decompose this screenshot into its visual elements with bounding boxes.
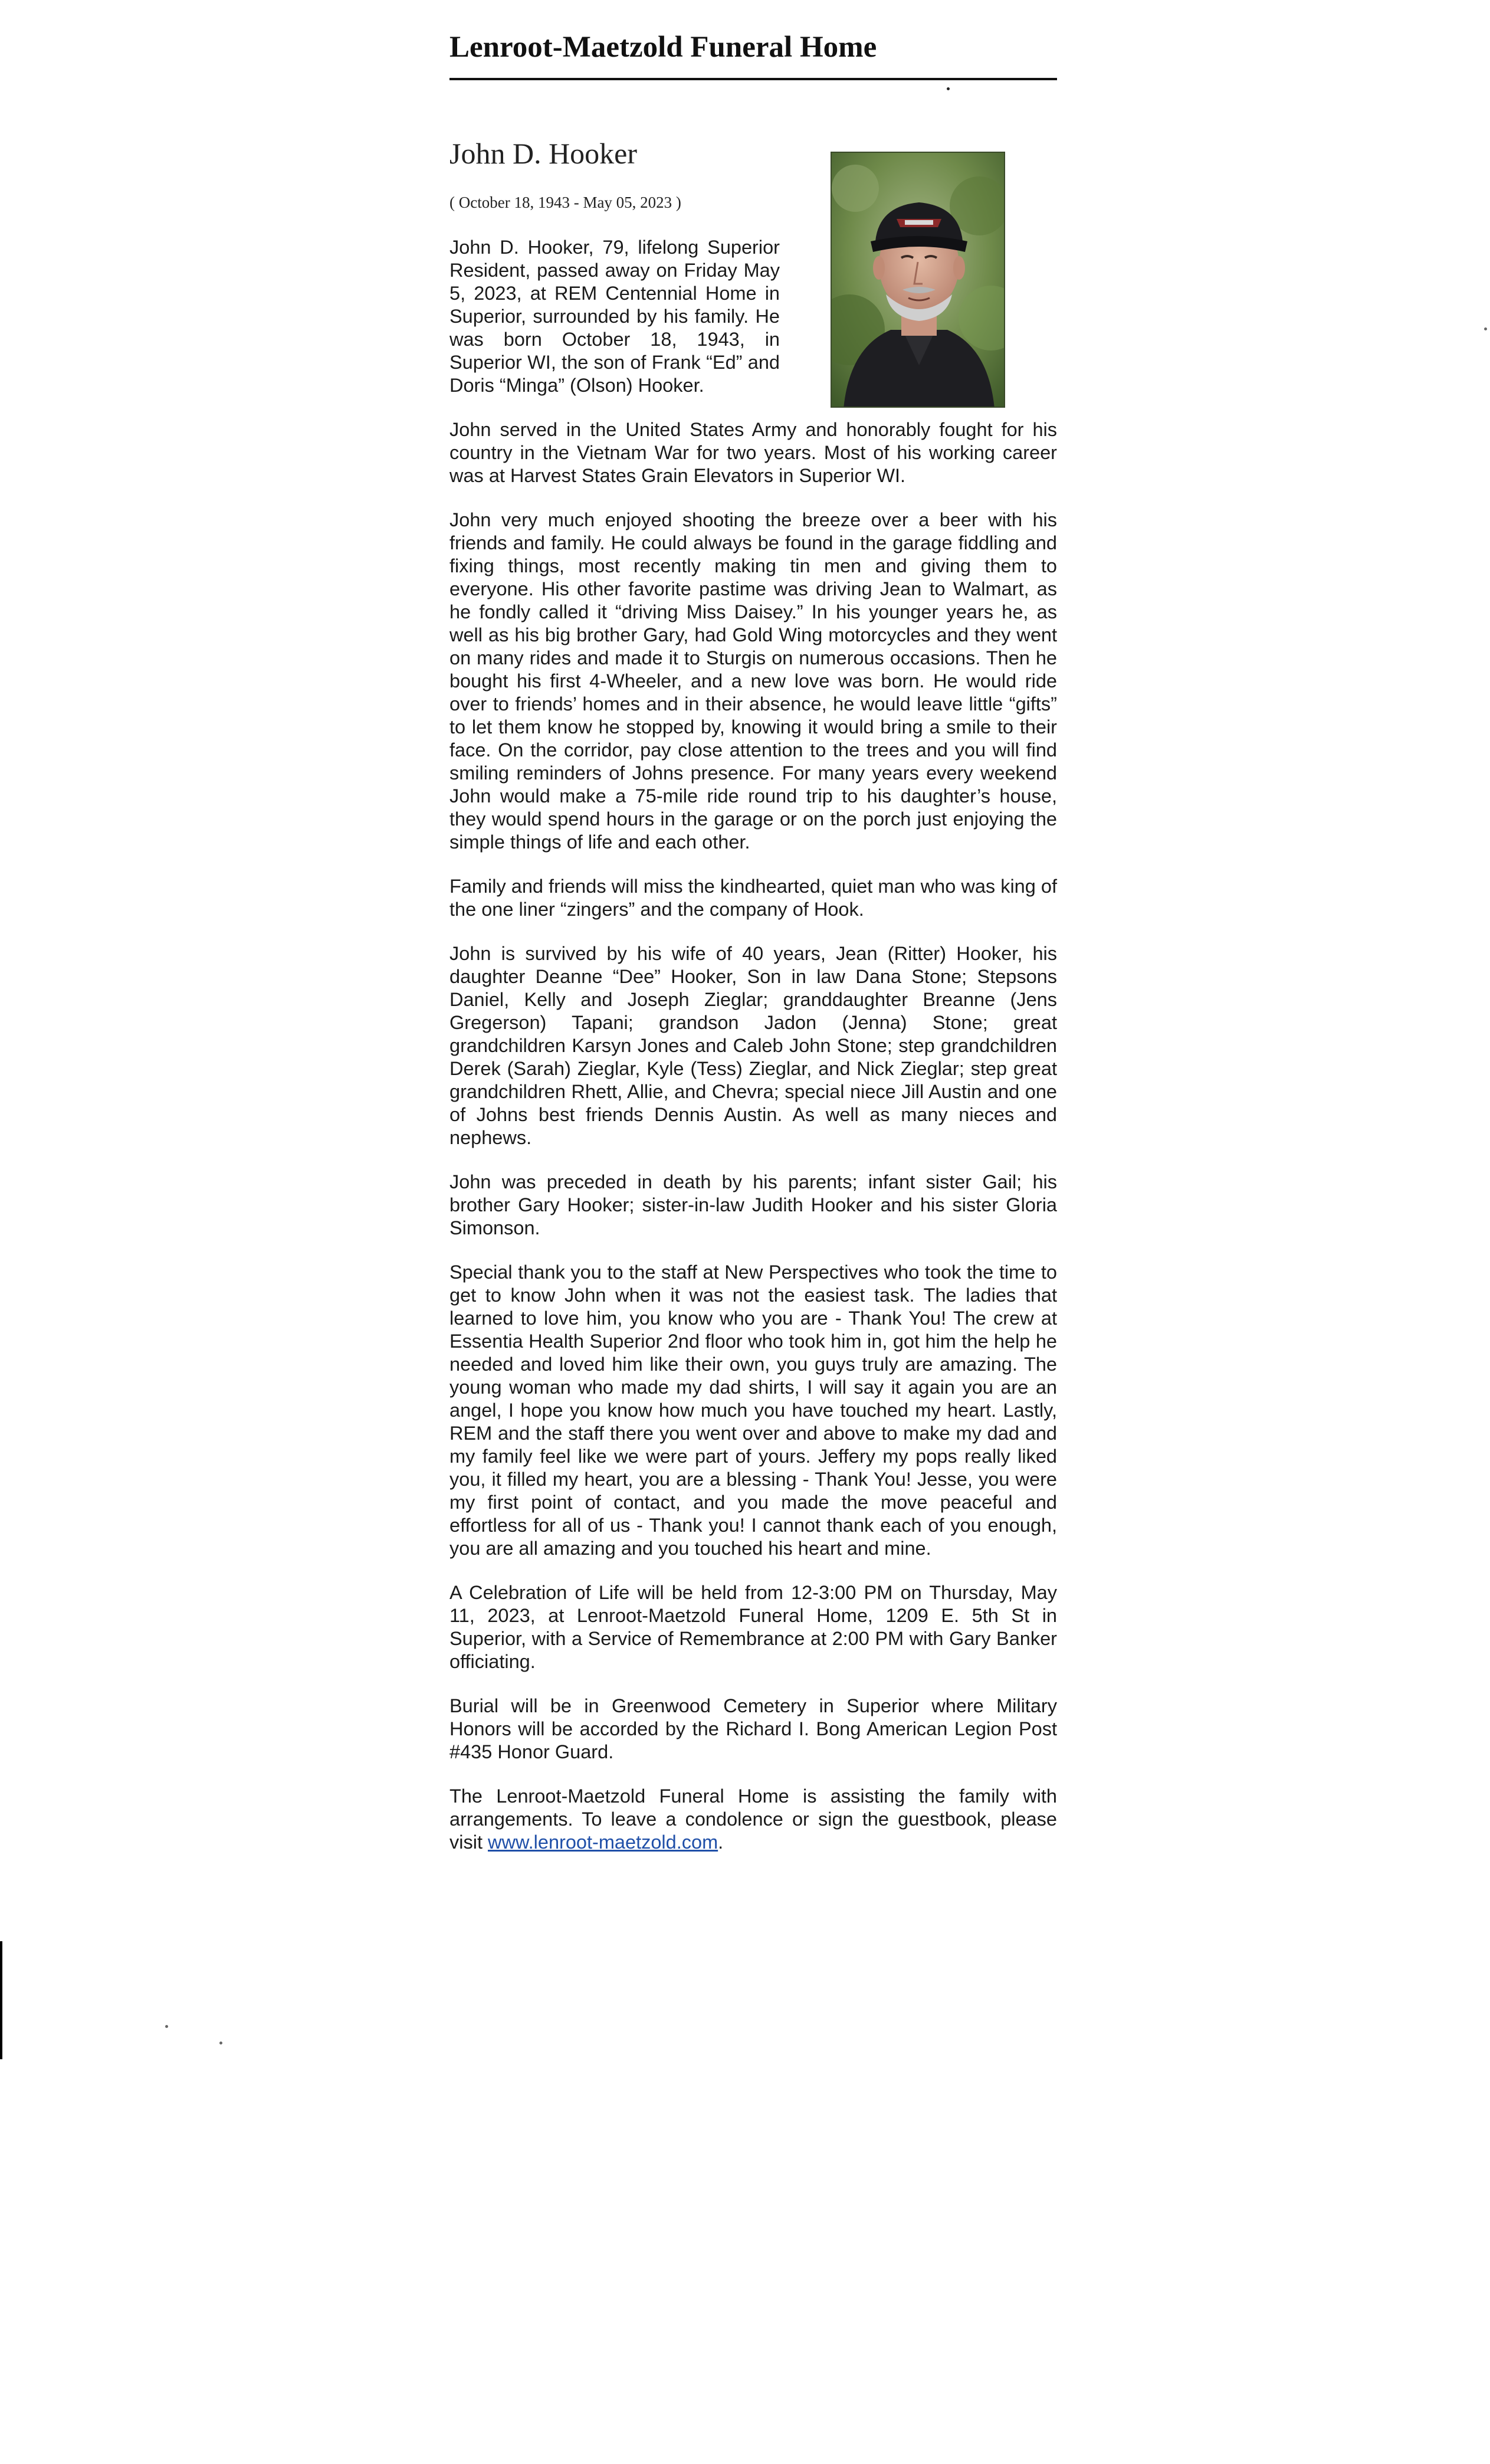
funeral-home-title: Lenroot-Maetzold Funeral Home bbox=[449, 31, 877, 64]
paragraph-service: John served in the United States Army and honorably fought for his country in the Vietnam War for two years. Most of his working career was at Harvest States Grain Elevators in Superior WI. bbox=[449, 419, 1057, 486]
paragraph-celebration: A Celebration of Life will be held from 12-3:00 PM on Thursday, May 11, 2023, at Lenroot-Maetzold Funeral Home, 1209 E. 5th St in Superior, with a Service of Remembrance at 2:00 PM with Gary Banker officiating. bbox=[449, 1582, 1057, 1672]
funeral-home-website-link[interactable]: www.lenroot-maetzold.com bbox=[488, 1831, 718, 1853]
paragraph-life: John very much enjoyed shooting the breeze over a beer with his friends and family. He could always be found in the garage fiddling and fixing things, most recently making tin men and giving them to everyone. His other favorite pastime was driving Jean to Walmart, as he fondly called it “driving Miss Daisey.” In his younger years he, as well as his big brother Gary, had Gold Wing motorcycles and they went on many rides and made it to Sturgis on numerous occasions. Then he bought his first 4-Wheeler, and a new love was born. He would ride over to friends’ homes and in their absence, he would leave little “gifts” to let them know he stopped by, knowing it would bring a smile to their face. On the corridor, pay close attention to the trees and you will find smiling reminders of Johns presence. For many years every weekend John would make a 75-mile ride round trip to his daughter’s house, they would spend hours in the garage or on the porch just enjoying the simple things of life and each other. bbox=[449, 509, 1057, 853]
life-dates: ( October 18, 1943 - May 05, 2023 ) bbox=[449, 194, 681, 211]
closing-period: . bbox=[718, 1831, 724, 1853]
scan-speck bbox=[165, 2025, 168, 2028]
header-divider bbox=[449, 78, 1057, 80]
scan-speck bbox=[1484, 327, 1487, 330]
scan-speck bbox=[947, 87, 950, 90]
paragraph-survivors: John is survived by his wife of 40 years, Jean (Ritter) Hooker, his daughter Deanne “Dee” Hooker, Son in law Dana Stone; Stepsons Daniel, Kelly and Joseph Zieglar; granddaughter Breanne (Jens Gregerson) Tapani; grandson Jadon (Jenna) Stone; great grandchildren Karsyn Jones and Caleb John Stone; step grandchildren Derek (Sarah) Zieglar, Kyle (Tess) Zieglar, and Nick Zieglar; step great grandchildren Rhett, Allie, and Chevra; special niece Jill Austin and one of Johns best friends Dennis Austin. As well as many nieces and nephews. bbox=[449, 943, 1057, 1148]
deceased-name: John D. Hooker bbox=[449, 137, 638, 170]
paragraph-thanks: Special thank you to the staff at New Perspectives who took the time to get to know John when it was not the easiest task. The ladies that learned to love him, you know who you are - Thank You! The crew at Essentia Health Superior 2nd floor who took him in, got him the help he needed and loved him like their own, you guys truly are amazing. The young woman who made my dad shirts, I will say it again you are an angel, I hope you know how much you have touched my heart. Lastly, REM and the staff there you went over and above to make my dad and my family feel like we were part of yours. Jeffery my pops really liked you, it filled my heart, you are a blessing - Thank You! Jesse, you were my first point of contact, and you made the move peaceful and effortless for all of us - Thank you! I cannot thank each of you enough, you are all amazing and you touched his heart and mine. bbox=[449, 1262, 1057, 1559]
paragraph-closing bbox=[449, 1785, 1057, 1854]
paragraph-remembrance: Family and friends will miss the kindhearted, quiet man who was king of the one liner “zingers” and the company of Hook. bbox=[449, 876, 1057, 920]
obituary-body bbox=[449, 236, 1057, 1875]
closing-text: The Lenroot-Maetzold Funeral Home is assisting the family with arrangements. To leave a condolence or sign the guestbook, please visit bbox=[449, 1785, 1057, 1853]
scan-edge-mark bbox=[0, 1941, 2, 2059]
paragraph-burial: Burial will be in Greenwood Cemetery in Superior where Military Honors will be accorded by the Richard I. Bong American Legion Post #435 Honor Guard. bbox=[449, 1695, 1057, 1762]
obituary-page bbox=[449, 24, 1057, 1853]
scan-speck bbox=[219, 2042, 222, 2044]
paragraph-intro: John D. Hooker, 79, lifelong Superior Resident, passed away on Friday May 5, 2023, at REM Centennial Home in Superior, surrounded by his family. He was born October 18, 1943, in Superior WI, the son of Frank “Ed” and Doris “Minga” (Olson) Hooker. bbox=[449, 237, 780, 396]
paragraph-preceded: John was preceded in death by his parents; infant sister Gail; his brother Gary Hooker; sister-in-law Judith Hooker and his sister Gloria Simonson. bbox=[449, 1171, 1057, 1238]
